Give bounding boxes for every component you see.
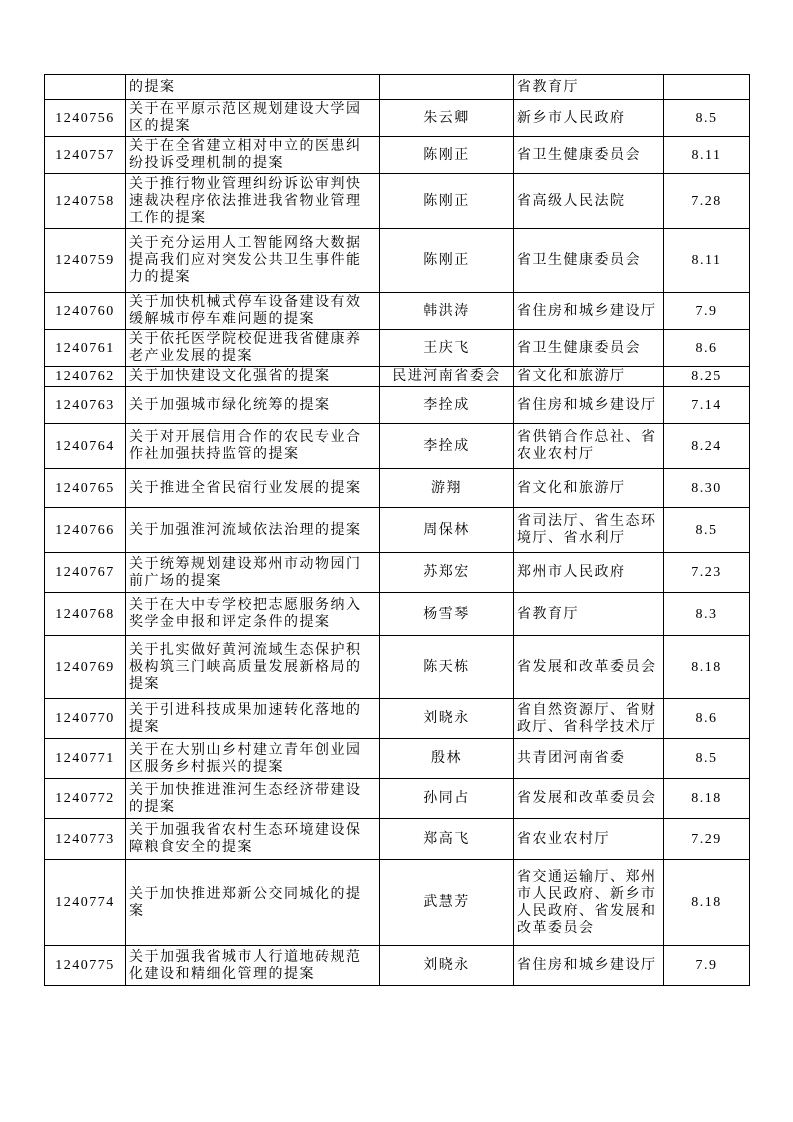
- table-row: [45, 553, 750, 593]
- proposal-id: 1240757: [45, 137, 126, 174]
- proposal-id: 1240766: [45, 508, 126, 553]
- completion-date: 7.29: [664, 819, 750, 860]
- handling-unit: 省发展和改革委员会: [514, 779, 664, 819]
- completion-date: 8.3: [664, 593, 750, 636]
- handling-unit: 省教育厅: [514, 593, 664, 636]
- handling-unit: 省住房和城乡建设厅: [514, 387, 664, 424]
- completion-date: 8.18: [664, 860, 750, 946]
- table-row: [45, 469, 750, 508]
- proposal-title: 关于统筹规划建设郑州市动物园门前广场的提案: [126, 553, 380, 593]
- proposer: 朱云卿: [380, 100, 514, 137]
- proposal-title: 关于加强我省城市人行道地砖规范化建设和精细化管理的提案: [126, 946, 380, 986]
- completion-date: 8.24: [664, 424, 750, 469]
- completion-date: 8.6: [664, 330, 750, 367]
- table-row: [45, 367, 750, 387]
- proposal-title: 关于引进科技成果加速转化落地的提案: [126, 699, 380, 739]
- proposal-id: 1240759: [45, 229, 126, 293]
- table-row: [45, 174, 750, 229]
- proposer: 殷林: [380, 739, 514, 779]
- proposal-title: 关于对开展信用合作的农民专业合作社加强扶持监管的提案: [126, 424, 380, 469]
- proposer: 郑高飞: [380, 819, 514, 860]
- completion-date: 8.11: [664, 229, 750, 293]
- proposal-title: 关于加快建设文化强省的提案: [126, 367, 380, 387]
- proposer: 杨雪琴: [380, 593, 514, 636]
- handling-unit: 省住房和城乡建设厅: [514, 293, 664, 330]
- handling-unit: 省住房和城乡建设厅: [514, 946, 664, 986]
- proposal-id: 1240761: [45, 330, 126, 367]
- handling-unit: 省卫生健康委员会: [514, 330, 664, 367]
- proposal-title: 关于加快推进郑新公交同城化的提案: [126, 860, 380, 946]
- handling-unit: 省教育厅: [514, 75, 664, 100]
- handling-unit: 省自然资源厅、省财政厅、省科学技术厅: [514, 699, 664, 739]
- handling-unit: 省供销合作总社、省农业农村厅: [514, 424, 664, 469]
- proposal-id: 1240767: [45, 553, 126, 593]
- completion-date: 7.28: [664, 174, 750, 229]
- handling-unit: 省卫生健康委员会: [514, 137, 664, 174]
- table-row: [45, 508, 750, 553]
- proposer: 苏郑宏: [380, 553, 514, 593]
- completion-date: 8.6: [664, 699, 750, 739]
- proposal-id: 1240768: [45, 593, 126, 636]
- completion-date: 8.18: [664, 636, 750, 699]
- table-row: [45, 100, 750, 137]
- completion-date: 7.23: [664, 553, 750, 593]
- proposal-title: 关于在平原示范区规划建设大学园区的提案: [126, 100, 380, 137]
- proposal-id: 1240756: [45, 100, 126, 137]
- proposal-title: 关于加强我省农村生态环境建设保障粮食安全的提案: [126, 819, 380, 860]
- table-row: [45, 699, 750, 739]
- proposal-title: 关于扎实做好黄河流域生态保护积极构筑三门峡高质量发展新格局的提案: [126, 636, 380, 699]
- handling-unit: 郑州市人民政府: [514, 553, 664, 593]
- proposal-title: 关于加强城市绿化统筹的提案: [126, 387, 380, 424]
- proposer: 武慧芳: [380, 860, 514, 946]
- proposal-id: 1240764: [45, 424, 126, 469]
- completion-date: 8.30: [664, 469, 750, 508]
- table-row: [45, 75, 750, 100]
- proposal-id: [45, 75, 126, 100]
- completion-date: 8.25: [664, 367, 750, 387]
- table-row: [45, 293, 750, 330]
- completion-date: 8.5: [664, 508, 750, 553]
- completion-date: [664, 75, 750, 100]
- proposals-table: [44, 74, 750, 986]
- proposal-id: 1240758: [45, 174, 126, 229]
- proposal-id: 1240775: [45, 946, 126, 986]
- proposal-title: 关于依托医学院校促进我省健康养老产业发展的提案: [126, 330, 380, 367]
- proposal-title: 关于加强淮河流域依法治理的提案: [126, 508, 380, 553]
- proposal-id: 1240773: [45, 819, 126, 860]
- handling-unit: 省司法厅、省生态环境厅、省水利厅: [514, 508, 664, 553]
- completion-date: 7.9: [664, 946, 750, 986]
- proposer: [380, 75, 514, 100]
- table-row: [45, 387, 750, 424]
- completion-date: 8.5: [664, 739, 750, 779]
- table-row: [45, 779, 750, 819]
- proposer: 游翔: [380, 469, 514, 508]
- proposal-id: 1240774: [45, 860, 126, 946]
- handling-unit: 省高级人民法院: [514, 174, 664, 229]
- proposal-title: 关于推行物业管理纠纷诉讼审判快速裁决程序依法推进我省物业管理工作的提案: [126, 174, 380, 229]
- handling-unit: 省发展和改革委员会: [514, 636, 664, 699]
- table-row: [45, 424, 750, 469]
- proposal-title: 关于推进全省民宿行业发展的提案: [126, 469, 380, 508]
- handling-unit: 省文化和旅游厅: [514, 367, 664, 387]
- proposer: 陈刚正: [380, 174, 514, 229]
- proposal-title: 关于在大中专学校把志愿服务纳入奖学金申报和评定条件的提案: [126, 593, 380, 636]
- table-row: [45, 636, 750, 699]
- proposer: 刘晓永: [380, 699, 514, 739]
- proposal-id: 1240763: [45, 387, 126, 424]
- completion-date: 8.11: [664, 137, 750, 174]
- proposal-id: 1240772: [45, 779, 126, 819]
- table-row: [45, 946, 750, 986]
- proposal-title: 关于在全省建立相对中立的医患纠纷投诉受理机制的提案: [126, 137, 380, 174]
- completion-date: 7.14: [664, 387, 750, 424]
- proposal-title: 关于充分运用人工智能网络大数据提高我们应对突发公共卫生事件能力的提案: [126, 229, 380, 293]
- proposer: 民进河南省委会: [380, 367, 514, 387]
- proposer: 韩洪涛: [380, 293, 514, 330]
- completion-date: 7.9: [664, 293, 750, 330]
- completion-date: 8.5: [664, 100, 750, 137]
- proposal-title: 关于加快推进淮河生态经济带建设的提案: [126, 779, 380, 819]
- proposer: 刘晓永: [380, 946, 514, 986]
- proposal-id: 1240769: [45, 636, 126, 699]
- handling-unit: 省文化和旅游厅: [514, 469, 664, 508]
- table-row: [45, 229, 750, 293]
- completion-date: 8.18: [664, 779, 750, 819]
- proposer: 王庆飞: [380, 330, 514, 367]
- handling-unit: 省卫生健康委员会: [514, 229, 664, 293]
- proposal-title: 关于在大别山乡村建立青年创业园区服务乡村振兴的提案: [126, 739, 380, 779]
- proposal-title: 关于加快机械式停车设备建设有效缓解城市停车难问题的提案: [126, 293, 380, 330]
- proposal-title: 的提案: [126, 75, 380, 100]
- proposal-id: 1240771: [45, 739, 126, 779]
- proposer: 孙同占: [380, 779, 514, 819]
- table-row: [45, 860, 750, 946]
- proposal-id: 1240760: [45, 293, 126, 330]
- table-row: [45, 819, 750, 860]
- proposal-id: 1240762: [45, 367, 126, 387]
- proposer: 陈刚正: [380, 137, 514, 174]
- proposer: 周保林: [380, 508, 514, 553]
- table-row: [45, 593, 750, 636]
- proposer: 陈刚正: [380, 229, 514, 293]
- table-row: [45, 739, 750, 779]
- handling-unit: 省交通运输厅、郑州市人民政府、新乡市人民政府、省发展和改革委员会: [514, 860, 664, 946]
- handling-unit: 省农业农村厅: [514, 819, 664, 860]
- table-row: [45, 137, 750, 174]
- handling-unit: 共青团河南省委: [514, 739, 664, 779]
- proposer: 李拴成: [380, 387, 514, 424]
- proposer: 李拴成: [380, 424, 514, 469]
- handling-unit: 新乡市人民政府: [514, 100, 664, 137]
- table-row: [45, 330, 750, 367]
- proposer: 陈天栋: [380, 636, 514, 699]
- proposal-id: 1240765: [45, 469, 126, 508]
- proposal-id: 1240770: [45, 699, 126, 739]
